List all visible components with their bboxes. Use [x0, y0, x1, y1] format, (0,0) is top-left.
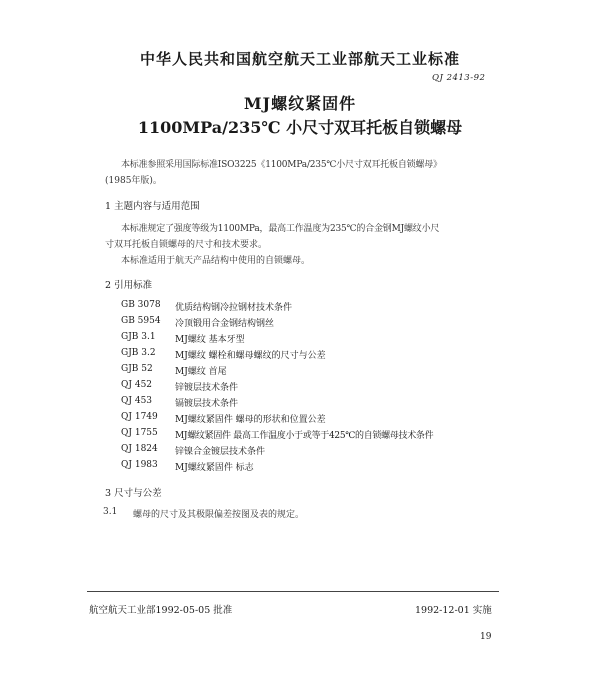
- ref-title: 冷顶锻用合金钢结构钢丝: [175, 319, 275, 329]
- intro-line1: 本标准参照采用国际标准ISO3225《1100MPa/235℃小尺寸双耳托板自锁螺母》: [121, 160, 442, 170]
- ref-code: GJB 3.1: [121, 332, 156, 342]
- implementation-date: 1992-12-01 实施: [415, 605, 492, 616]
- footer-divider: [87, 591, 499, 592]
- ref-title: 优质结构钢冷拉钢材技术条件: [175, 303, 293, 313]
- ref-code: QJ 453: [121, 396, 153, 406]
- ref-title: MJ螺纹 基本牙型: [175, 335, 245, 345]
- ref-code: QJ 1755: [121, 428, 158, 438]
- ref-title: 锌镀层技术条件: [175, 383, 239, 393]
- ref-title: 镉镀层技术条件: [175, 399, 239, 409]
- ref-title: MJ螺纹 首尾: [175, 367, 227, 377]
- intro-line2: (1985年版)。: [105, 176, 162, 186]
- ref-code: QJ 1983: [121, 460, 158, 470]
- ref-code: GB 5954: [121, 316, 161, 326]
- ref-code: QJ 1749: [121, 412, 158, 422]
- ref-title: MJ螺纹 螺栓和螺母螺纹的尺寸与公差: [175, 351, 326, 361]
- section1-line2: 寸双耳托板自锁螺母的尺寸和技术要求。: [105, 240, 268, 250]
- page-number: 19: [480, 632, 492, 642]
- document-title-line1: MJ螺纹紧固件: [243, 94, 357, 113]
- section3-heading: 3 尺寸与公差: [105, 488, 162, 499]
- ref-title: MJ螺纹紧固件 螺母的形状和位置公差: [175, 415, 326, 425]
- document-title-line2: 1100MPa/235℃ 小尺寸双耳托板自锁螺母: [137, 118, 463, 137]
- ref-code: GJB 52: [121, 364, 153, 374]
- ref-code: QJ 452: [121, 380, 153, 390]
- section3-subsection-number: 3.1: [103, 507, 118, 517]
- ref-title: MJ螺纹紧固件 标志: [175, 463, 254, 473]
- ref-code: GB 3078: [121, 300, 161, 310]
- approval-date: 航空航天工业部1992-05-05 批准: [89, 605, 233, 616]
- section2-heading: 2 引用标准: [105, 280, 153, 291]
- section1-line1: 本标准规定了强度等级为1100MPa，最高工作温度为235℃的合金钢MJ螺纹小尺: [121, 224, 440, 234]
- standard-code: QJ 2413-92: [432, 73, 486, 83]
- organization-header: 中华人民共和国航空航天工业部航天工业标准: [139, 50, 460, 68]
- section1-line3: 本标准适用于航天产品结构中使用的自锁螺母。: [121, 256, 311, 266]
- ref-code: GJB 3.2: [121, 348, 156, 358]
- ref-code: QJ 1824: [121, 444, 158, 454]
- section1-heading: 1 主题内容与适用范围: [105, 201, 200, 212]
- ref-title: MJ螺纹紧固件 最高工作温度小于或等于425℃的自锁螺母技术条件: [175, 431, 434, 441]
- ref-title: 锌镍合金镀层技术条件: [175, 447, 266, 457]
- section3-subsection-text: 螺母的尺寸及其极限偏差按图及表的规定。: [133, 510, 305, 520]
